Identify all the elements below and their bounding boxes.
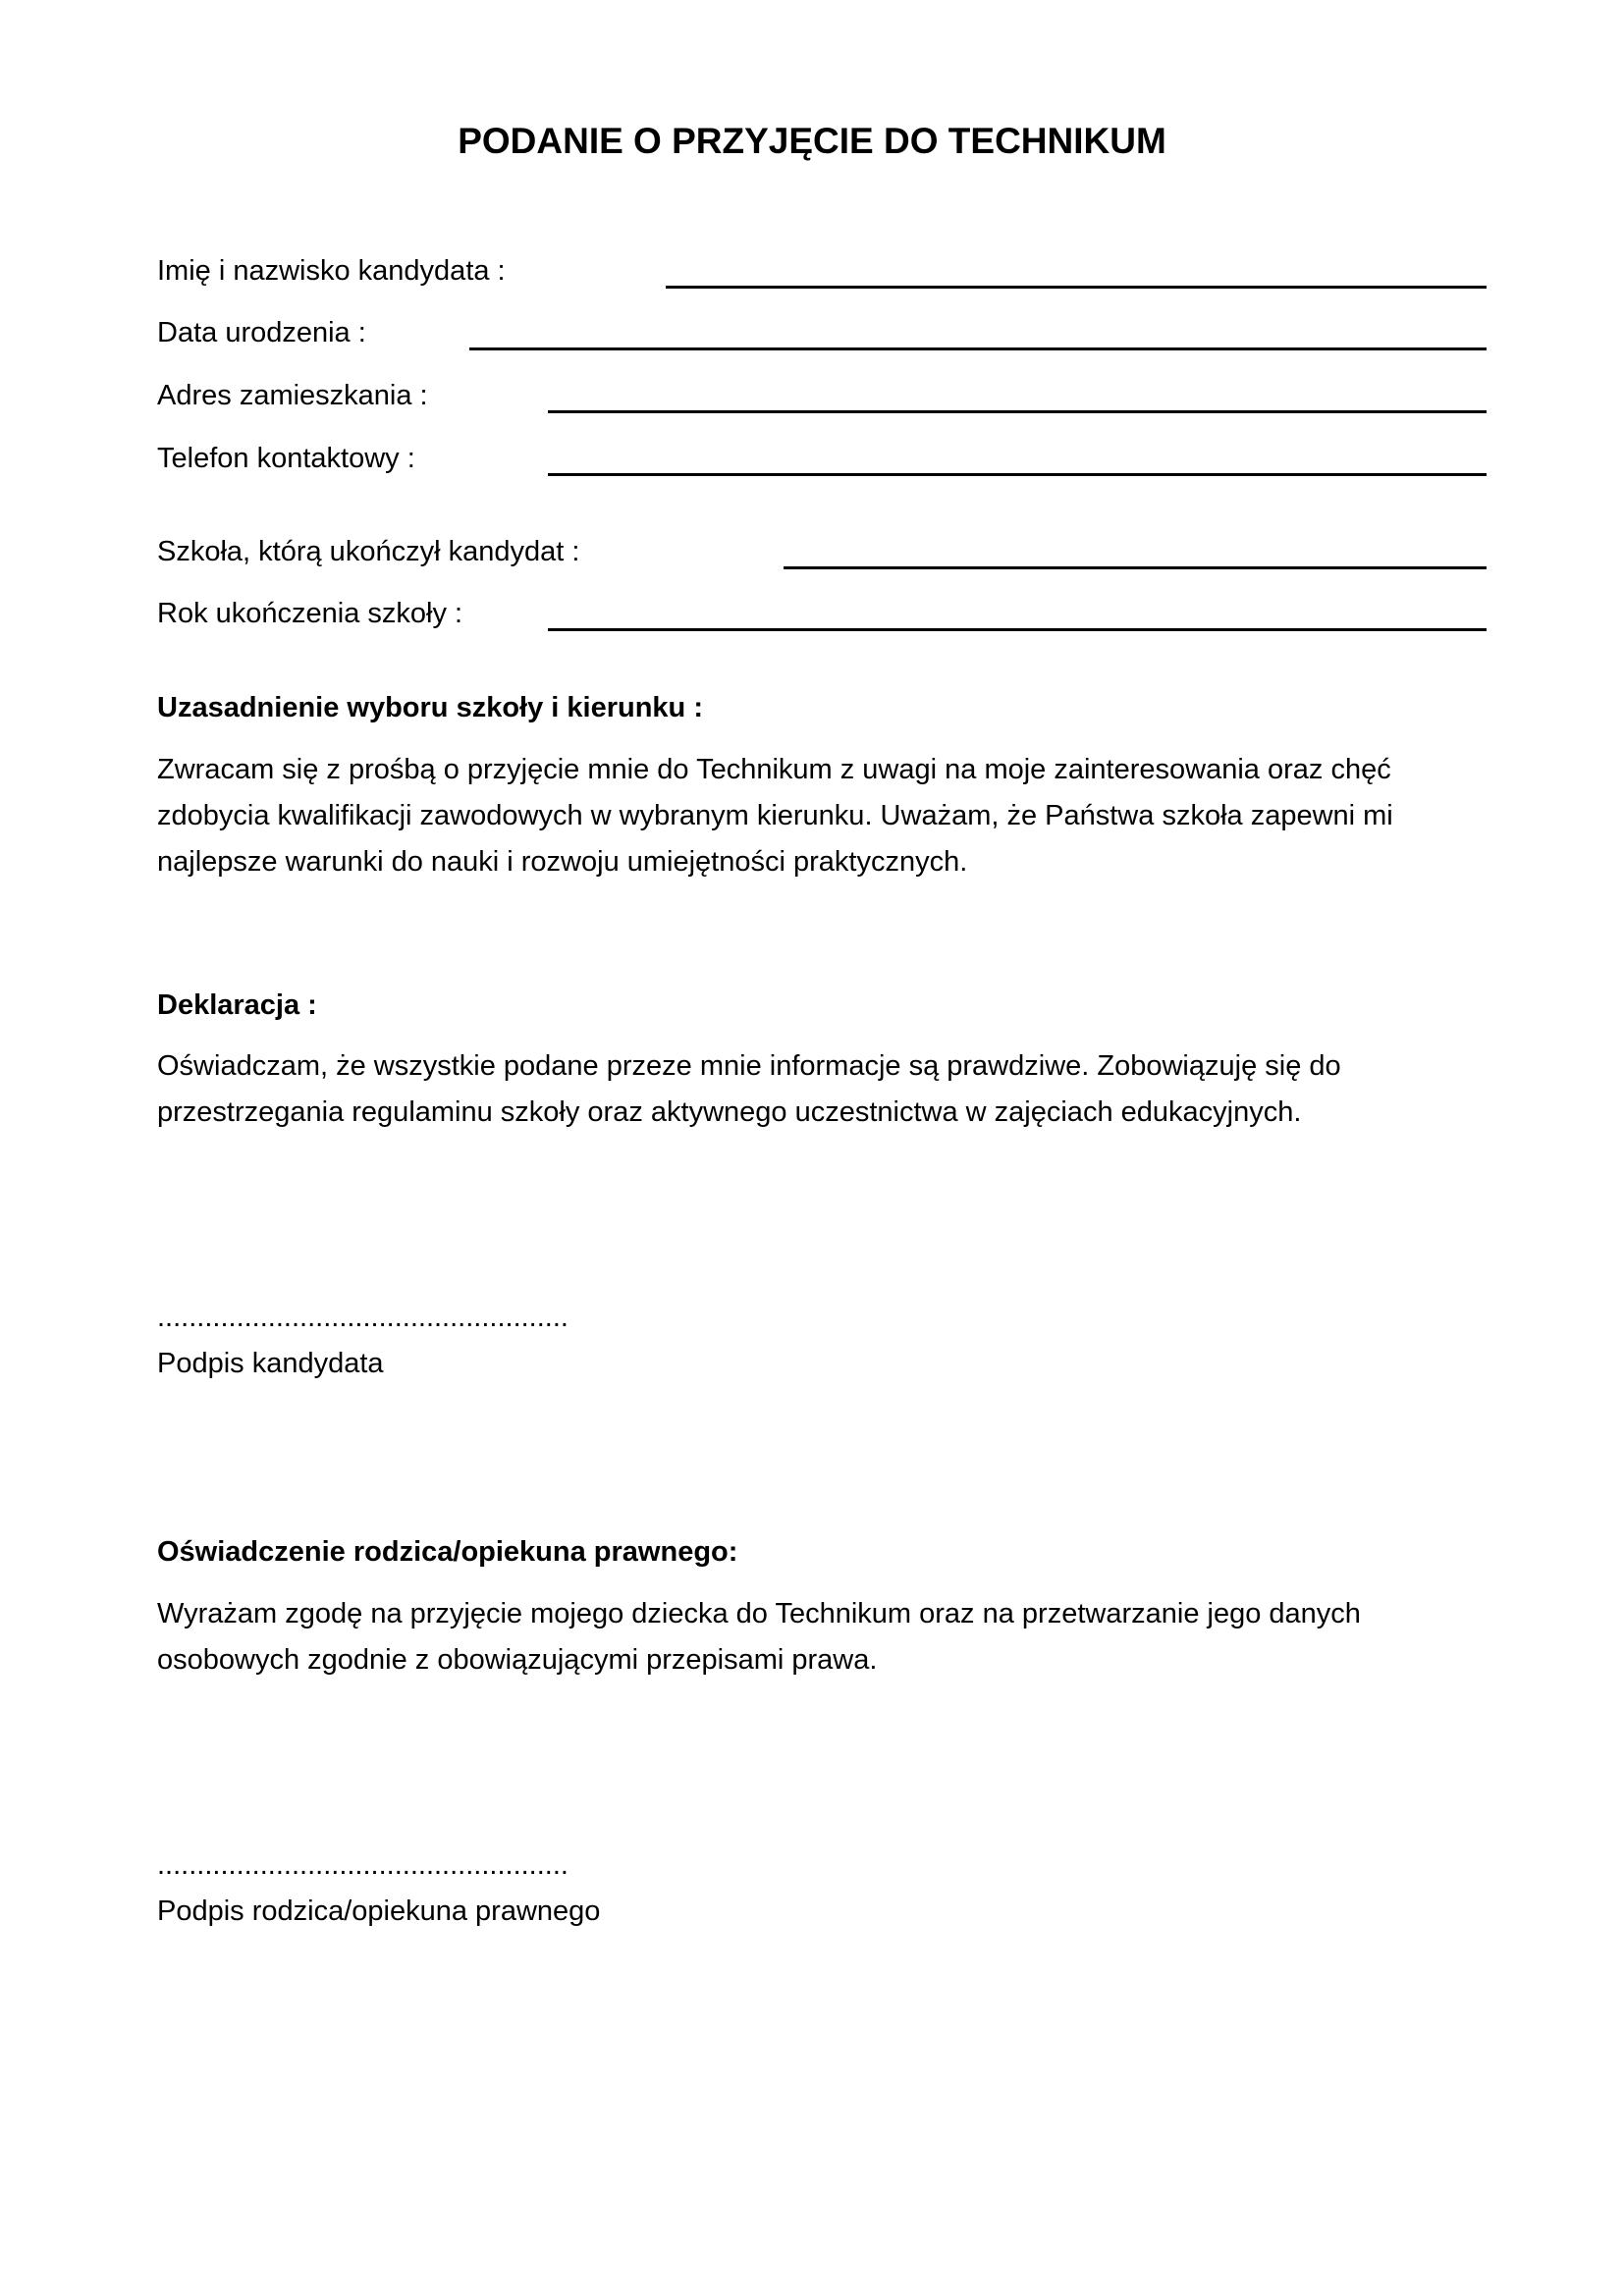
parent-signature-line[interactable]: .................................................... bbox=[157, 1849, 568, 1881]
birth-date-line[interactable] bbox=[469, 347, 1487, 350]
field-graduation-year bbox=[157, 594, 1487, 643]
page-title: PODANIE O PRZYJĘCIE DO TECHNIKUM bbox=[458, 121, 1166, 161]
field-previous-school bbox=[157, 532, 1487, 581]
candidate-name-line[interactable] bbox=[666, 286, 1487, 289]
candidate-signature-line[interactable]: .................................................... bbox=[157, 1302, 568, 1333]
field-birth-date bbox=[157, 313, 1487, 362]
justification-line: zdobycia kwalifikacji zawodowych w wybranym kierunku. Uważam, że Państwa szkoła zapewni mi bbox=[157, 800, 1393, 831]
justification-line: najlepsze warunki do nauki i rozwoju umiejętności praktycznych. bbox=[157, 846, 968, 878]
field-label: Adres zamieszkania : bbox=[157, 380, 428, 411]
field-label: Szkoła, którą ukończył kandydat : bbox=[157, 536, 580, 567]
address-line[interactable] bbox=[548, 410, 1487, 413]
declaration-line: Oświadczam, że wszystkie podane przeze mnie informacje są prawdziwe. Zobowiązuję się do bbox=[157, 1050, 1341, 1082]
field-label: Data urodzenia : bbox=[157, 317, 366, 348]
graduation-year-line[interactable] bbox=[548, 628, 1487, 631]
justification-heading: Uzasadnienie wyboru szkoły i kierunku : bbox=[157, 692, 703, 723]
declaration-line: przestrzegania regulaminu szkoły oraz aktywnego uczestnictwa w zajęciach edukacyjnych. bbox=[157, 1096, 1302, 1128]
justification-line: Zwracam się z prośbą o przyjęcie mnie do Technikum z uwagi na moje zainteresowania oraz chęć bbox=[157, 754, 1391, 785]
field-candidate-name bbox=[157, 251, 1487, 300]
parent-statement-line: osobowych zgodnie z obowiązującymi przepisami prawa. bbox=[157, 1644, 878, 1676]
field-address bbox=[157, 376, 1487, 425]
field-label: Rok ukończenia szkoły : bbox=[157, 598, 463, 629]
phone-line[interactable] bbox=[548, 473, 1487, 476]
candidate-signature-label: Podpis kandydata bbox=[157, 1348, 384, 1379]
declaration-heading: Deklaracja : bbox=[157, 989, 317, 1021]
parent-signature-label: Podpis rodzica/opiekuna prawnego bbox=[157, 1896, 601, 1927]
previous-school-line[interactable] bbox=[784, 566, 1487, 569]
parent-statement-line: Wyrażam zgodę na przyjęcie mojego dziecka do Technikum oraz na przetwarzanie jego danych bbox=[157, 1598, 1361, 1629]
field-label: Telefon kontaktowy : bbox=[157, 443, 415, 474]
field-label: Imię i nazwisko kandydata : bbox=[157, 255, 506, 287]
field-phone bbox=[157, 439, 1487, 488]
parent-statement-heading: Oświadczenie rodzica/opiekuna prawnego: bbox=[157, 1536, 738, 1568]
